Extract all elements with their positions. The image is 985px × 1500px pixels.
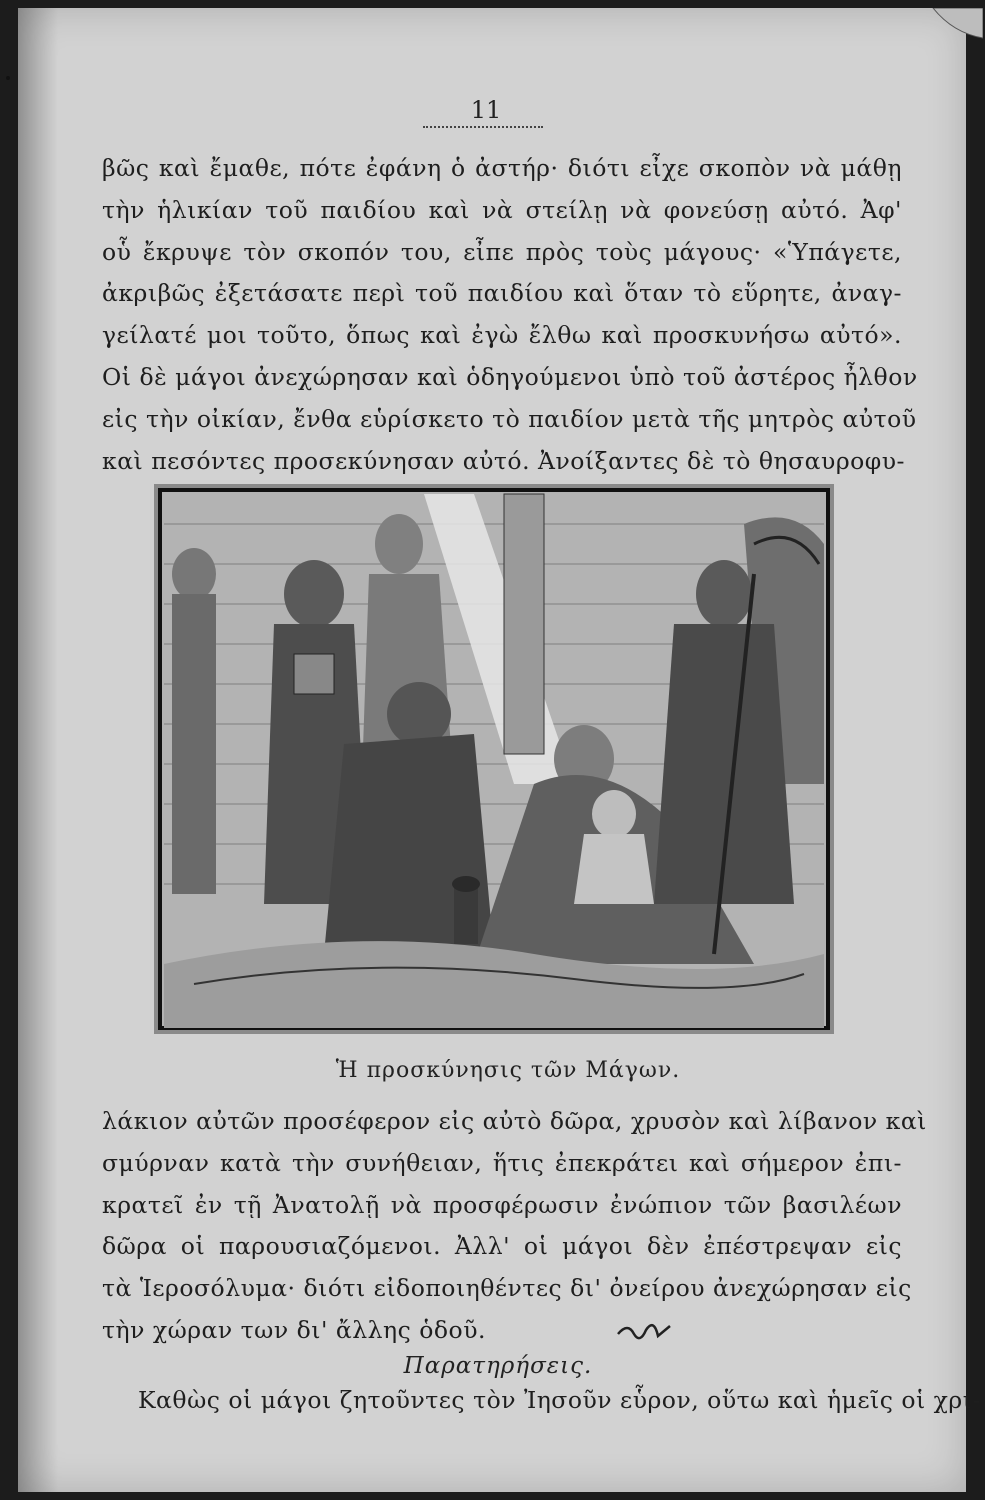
page-corner-curl: [923, 8, 983, 68]
page-number-rule: [423, 126, 543, 128]
text-line: καὶ πεσόντες προσεκύνησαν αὐτό. Ἀνοίξαντες δὲ τὸ θησαυροφυ-: [102, 446, 905, 475]
text-line: σμύρναν κατὰ τὴν συνήθειαν, ἥτις ἐπεκράτει καὶ σήμερον ἐπι-: [102, 1148, 902, 1177]
text-line: οὗ ἔκρυψε τὸν σκοπόν του, εἶπε πρὸς τοὺς μάγους· «Ὑπάγετε,: [102, 237, 902, 266]
gutter-shadow: [18, 8, 58, 1492]
paragraph-top: [102, 148, 918, 482]
text-line: τὴν ἡλικίαν τοῦ παιδίου καὶ νὰ στείλῃ νὰ φονεύσῃ αὐτό. Ἀφ': [102, 195, 902, 224]
text-line: βῶς καὶ ἔμαθε, πότε ἐφάνη ὁ ἀστήρ· διότι εἶχε σκοπὸν νὰ μάθῃ: [102, 154, 902, 182]
book-page: [18, 8, 981, 1492]
text-line: λάκιον αὐτῶν προσέφερον εἰς αὐτὸ δῶρα, χρυσὸν καὶ λίβανον καὶ: [102, 1107, 927, 1135]
page-number: 11: [470, 96, 502, 124]
text-line: Οἱ δὲ μάγοι ἀνεχώρησαν καὶ ὁδηγούμενοι ὑπὸ τοῦ ἀστέρος ἦλθον: [102, 362, 918, 391]
engraving-adoration-of-magi: [154, 484, 834, 1034]
text-line: εἰς τὴν οἰκίαν, ἔνθα εὑρίσκετο τὸ παιδίον μετὰ τῆς μητρὸς αὐτοῦ: [102, 404, 917, 433]
illustration-caption: Ἡ προσκύνησις τῶν Μάγων.: [335, 1058, 681, 1083]
text-line: γείλατέ μοι τοῦτο, ὅπως καὶ ἐγὼ ἔλθω καὶ προσκυνήσω αὐτό».: [102, 321, 902, 350]
section-end-flourish: [614, 1316, 674, 1346]
text-line: τὴν χώραν των δι' ἄλλης ὁδοῦ.: [102, 1315, 486, 1344]
text-line: τὰ Ἱεροσόλυμα· διότι εἰδοποιηθέντες δι' ὀνείρου ἀνεχώρησαν εἰς: [102, 1274, 912, 1303]
text-line: ἀκριβῶς ἐξετάσατε περὶ τοῦ παιδίου καὶ ὅταν τὸ εὕρητε, ἀναγ-: [102, 279, 902, 308]
text-line: δῶρα οἱ παρουσιαζόμενοι. Ἀλλ' οἱ μάγοι δὲν ἐπέστρεψαν εἰς: [102, 1232, 902, 1261]
paragraph-bottom: [102, 1101, 927, 1352]
section-first-line: Καθὼς οἱ μάγοι ζητοῦντες τὸν Ἰησοῦν εὗρον, οὕτω καὶ ἡμεῖς οἱ χρι-: [138, 1386, 981, 1414]
text-line: κρατεῖ ἐν τῇ Ἀνατολῇ νὰ προσφέρωσιν ἐνώπιον τῶν βασιλέων: [102, 1190, 902, 1219]
scan-speck: [6, 76, 10, 80]
section-heading: Παρατηρήσεις.: [403, 1353, 593, 1379]
